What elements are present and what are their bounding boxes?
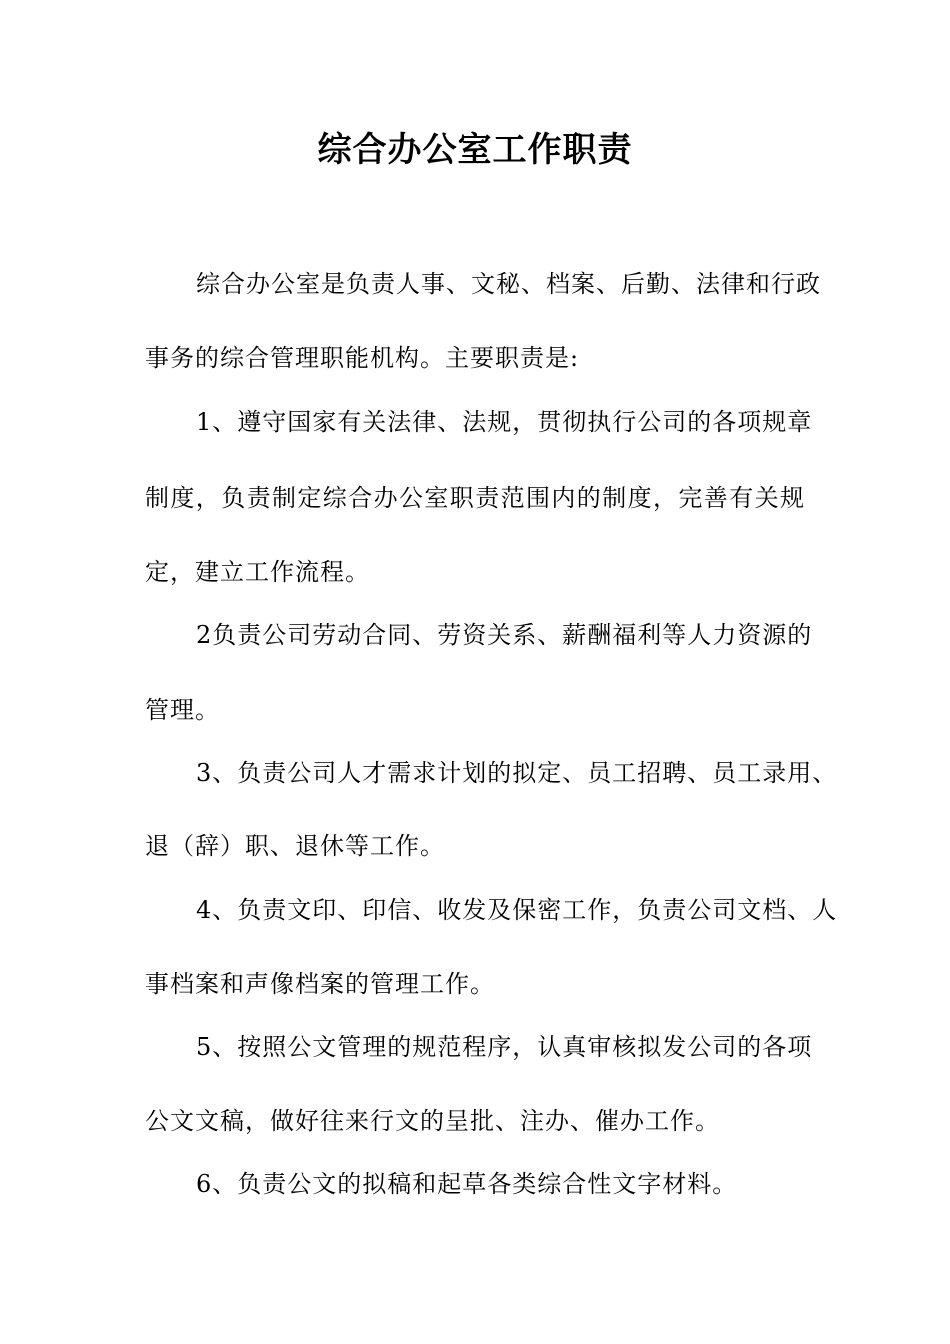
paragraph-line: 综合办公室是负责人事、文秘、档案、后勤、法律和行政 <box>196 270 821 298</box>
paragraph-line: 管理。 <box>145 696 220 724</box>
paragraph-line: 定，建立工作流程。 <box>145 558 370 586</box>
paragraph-line: 6、负责公文的拟稿和起草各类综合性文字材料。 <box>196 1170 738 1198</box>
paragraph-line: 退（辞）职、退休等工作。 <box>145 832 445 860</box>
paragraph-line: 2负责公司劳动合同、劳资关系、薪酬福利等人力资源的 <box>196 621 813 649</box>
paragraph-line: 1、遵守国家有关法律、法规，贯彻执行公司的各项规章 <box>196 408 813 436</box>
paragraph-line: 事务的综合管理职能机构。主要职责是: <box>145 344 580 372</box>
paragraph-line: 制度，负责制定综合办公室职责范围内的制度，完善有关规 <box>145 484 805 512</box>
paragraph-line: 3、负责公司人才需求计划的拟定、员工招聘、员工录用、 <box>196 759 838 787</box>
paragraph-line: 4、负责文印、印信、收发及保密工作，负责公司文档、人 <box>196 896 838 924</box>
paragraph-line: 事档案和声像档案的管理工作。 <box>145 970 495 998</box>
paragraph-line: 公文文稿，做好往来行文的呈批、注办、催办工作。 <box>145 1107 720 1135</box>
paragraph-line: 5、按照公文管理的规范程序，认真审核拟发公司的各项 <box>196 1033 813 1061</box>
page-title: 综合办公室工作职责 <box>317 130 633 170</box>
